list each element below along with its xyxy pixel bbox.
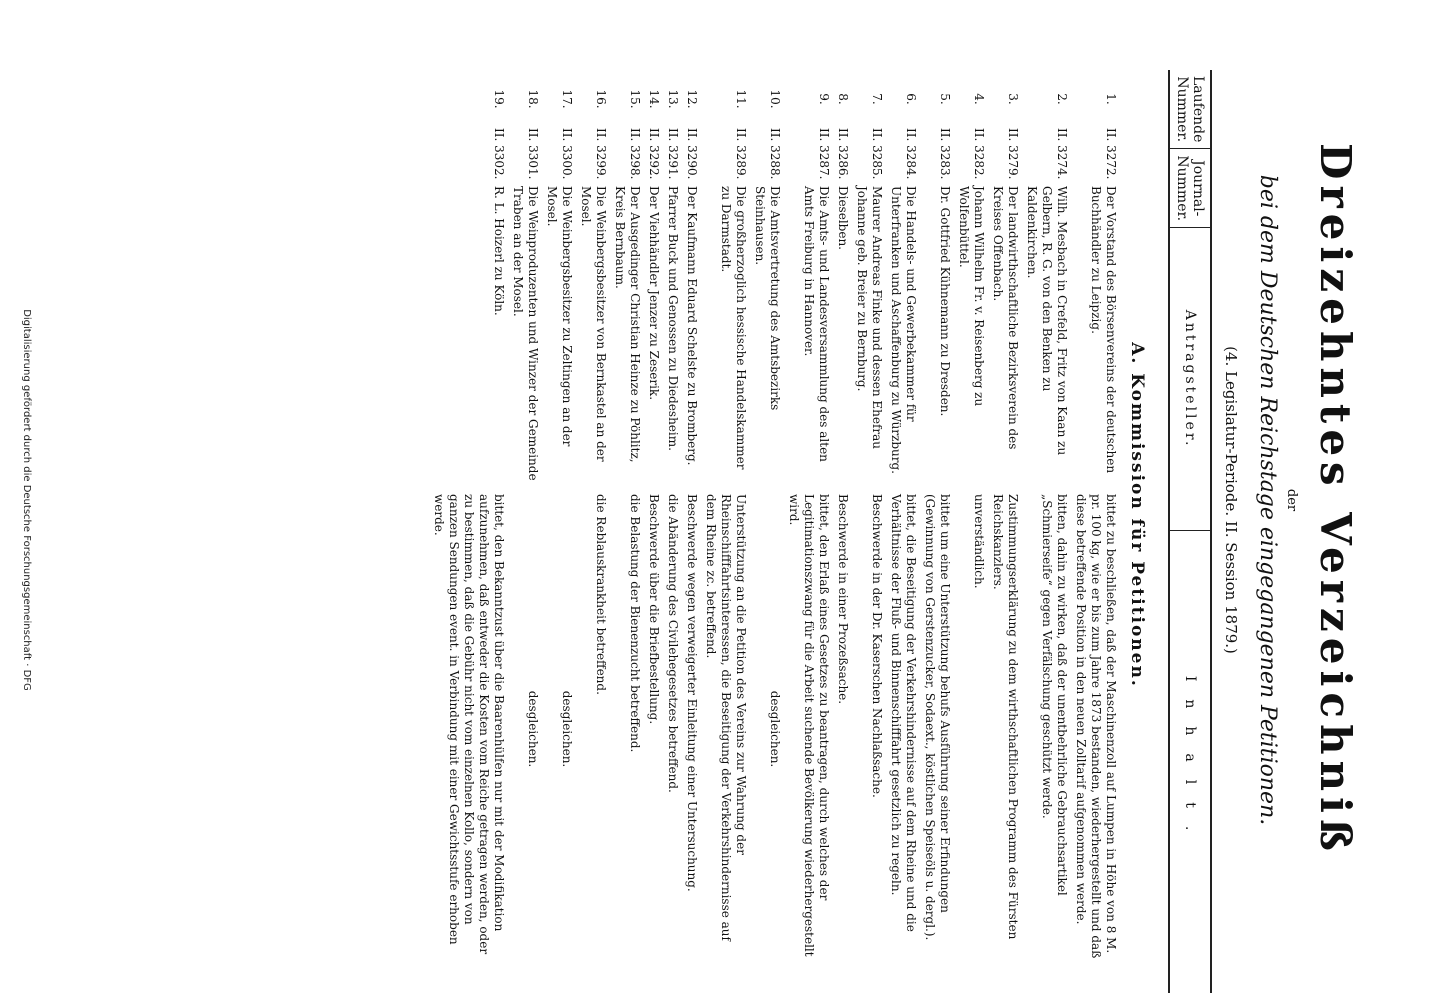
petition-row — [1022, 70, 1071, 970]
petition-row — [701, 70, 750, 970]
row-journal-nummer: II. 3299. — [594, 128, 608, 180]
row-inhalt: unverständlich. — [972, 494, 986, 589]
row-inhalt: Zustimmungserklärung zu dem wirthschaftlichen Programm des Fürsten Reichskanzlers. — [991, 494, 1020, 940]
petition-row — [750, 70, 784, 970]
row-laufende-nummer: 18. — [526, 89, 540, 109]
row-laufende-nummer: 2. — [1055, 93, 1069, 105]
petition-row — [644, 70, 663, 970]
row-laufende-nummer: 3. — [1006, 93, 1020, 105]
title-connector: der — [1284, 488, 1299, 512]
row-journal-nummer: II. 3291. — [666, 128, 680, 180]
row-antragsteller: Der Kaufmann Eduard Schelste zu Bromberg. — [685, 186, 699, 466]
row-inhalt: desgleichen. — [768, 690, 782, 768]
row-journal-nummer: II. 3286. — [836, 128, 850, 180]
row-inhalt: bittet, die Beseitigung der Verkehrshindernisse auf dem Rheine und die Verhältnisse der Fluß- und Binnenschifffahrt gesetzlich zu regeln. — [889, 494, 918, 932]
row-antragsteller: Die Amts- und Landesversammlung des alten Amts Freiburg in Hannover. — [802, 186, 831, 462]
row-journal-nummer: II. 3289. — [734, 128, 748, 180]
row-inhalt: bittet zu beschließen, daß der Maschinenzoll auf Lumpen in Höhe von 8 M. pr. 100 kg, wie er bis zum Jahre 1873 bestanden, wiederhergestellt und daß diese betreffende Position in den neuen Zolltarif aufgenommen werde. — [1074, 494, 1118, 959]
petition-row — [663, 70, 682, 970]
row-antragsteller: Die großherzoglich hessische Handelskammer zu Darmstadt. — [719, 186, 748, 470]
header-laufende-nummer: Laufende Nummer. — [1169, 70, 1211, 149]
row-journal-nummer: II. 3300. — [560, 128, 574, 180]
row-laufende-nummer: 16. — [594, 89, 608, 109]
row-journal-nummer: II. 3298. — [628, 128, 642, 180]
row-antragsteller: Johann Wilhelm Fr. v. Reisenberg zu Wolfenbüttel. — [957, 186, 986, 407]
row-laufende-nummer: 8. — [836, 93, 850, 105]
row-journal-nummer: II. 3290. — [685, 128, 699, 180]
row-antragsteller: Wilh. Mesbach in Crefeld, Fritz von Kaan zu Gelbern, R. G. von den Benken zu Kaldenkirchen. — [1025, 186, 1069, 456]
row-inhalt: bittet, den Bekanntzust über die Baarenhülfen nur mit der Modifikation aufzunehmen, daß entweder die Kosten vom Reiche getragen werden, oder zu bestimmen, daß die Gebühr nicht vom einzelnen Kollo, sondern von ganzen Sendungen event. in Verbindung mit einer Gewichtsstufe erhoben werde. — [432, 494, 506, 955]
row-laufende-nummer: 1. — [1104, 93, 1118, 105]
petition-row — [682, 70, 701, 970]
row-antragsteller: Dieselben. — [836, 186, 850, 250]
petition-row — [920, 70, 954, 970]
row-journal-nummer: II. 3272. — [1104, 128, 1118, 180]
row-antragsteller: Der Vorstand des Börsenvereins der deutschen Buchhändler zu Leipzig. — [1089, 186, 1118, 474]
row-inhalt: bittet, den Erlaß eines Gesetzes zu beantragen, durch welches der Legitimationszwang für die Arbeit suchende Bevölkerung wiederhergestellt wird. — [787, 494, 831, 957]
row-laufende-nummer: 12. — [685, 89, 699, 109]
petition-row — [954, 70, 988, 970]
row-laufende-nummer: 11. — [734, 89, 748, 109]
document-title: Dreizehntes Verzeichniß — [1311, 143, 1360, 857]
row-laufende-nummer: 7. — [870, 93, 884, 105]
petition-row — [576, 70, 610, 970]
petition-row — [1071, 70, 1120, 970]
row-antragsteller: Pfarrer Buck und Genossen zu Diedesheim. — [666, 186, 680, 451]
header-journal-nummer: Journal-Nummer. — [1169, 149, 1211, 228]
petition-row — [833, 70, 852, 970]
row-laufende-nummer: 13. — [666, 89, 680, 109]
legislative-period: (4. Legislatur-Periode. II. Session 1879.) — [1222, 346, 1240, 654]
row-laufende-nummer: 14. — [647, 89, 661, 109]
row-antragsteller: Die Handels- und Gewerbekammer für Unterfranken und Aschaffenburg zu Würzburg. — [889, 186, 918, 474]
row-inhalt: Beschwerde in der Dr. Kaserschen Nachlaßsache. — [870, 494, 884, 798]
row-journal-nummer: II. 3287. — [817, 128, 831, 180]
digitization-credit: Digitalisierung gefördert durch die Deutsche Forschungsgemeinschaft · DFG — [21, 309, 32, 691]
row-journal-nummer: II. 3288. — [768, 128, 782, 180]
row-laufende-nummer: 4. — [972, 93, 986, 105]
row-inhalt: bitten, dahin zu wirken, daß der unentbehrliche Gebrauchsartikel „Schmierseife“ gegen Verfälschung geschützt werde. — [1040, 494, 1069, 896]
row-journal-nummer: II. 3283. — [938, 128, 952, 180]
column-headers — [1168, 70, 1212, 993]
row-antragsteller: Der landwirthschaftliche Bezirksverein des Kreises Offenbach. — [991, 186, 1020, 450]
petition-row — [988, 70, 1022, 970]
petition-row — [852, 70, 886, 970]
row-inhalt: die Reblauskrankheit betreffend. — [594, 494, 608, 695]
row-laufende-nummer: 6. — [904, 93, 918, 105]
row-antragsteller: Maurer Andreas Finke und dessen Ehefrau Johanne geb. Breier zu Bernburg. — [855, 186, 884, 450]
petition-row — [429, 70, 508, 970]
petition-row — [886, 70, 920, 970]
row-laufende-nummer: 19. — [492, 89, 506, 109]
row-inhalt: Beschwerde in einer Prozeßsache. — [836, 494, 850, 705]
row-laufende-nummer: 5. — [938, 93, 952, 105]
header-inhalt: Inhalt. — [1169, 531, 1211, 994]
row-laufende-nummer: 9. — [817, 93, 831, 105]
row-antragsteller: Die Amtsvertretung des Amtsbezirks Steinhausen. — [753, 186, 782, 411]
row-inhalt: bittet um eine Unterstützung behufs Ausführung seiner Erfindungen (Gewinnung von Gerstenzucker, Sodaext., köstlichen Speiseöls u. dergl.). — [923, 494, 952, 941]
row-journal-nummer: II. 3282. — [972, 128, 986, 180]
row-inhalt: Beschwerde über die Briefbestellung. — [647, 494, 661, 725]
petition-row — [542, 70, 576, 970]
row-journal-nummer: II. 3285. — [870, 128, 884, 180]
row-journal-nummer: II. 3301. — [526, 128, 540, 180]
row-inhalt: Beschwerde wegen verweigerter Einleitung einer Untersuchung. — [685, 494, 699, 892]
row-journal-nummer: II. 3279. — [1006, 128, 1020, 180]
row-laufende-nummer: 10. — [768, 89, 782, 109]
petition-row — [610, 70, 644, 970]
row-inhalt: die Abänderung des Civilehegesetzes betreffend. — [666, 494, 680, 793]
row-laufende-nummer: 17. — [560, 89, 574, 109]
row-antragsteller: Die Weinbergsbesitzer von Bernkastel an der Mosel. — [579, 186, 608, 462]
row-antragsteller: Der Viehhändler Jenzer zu Zeserik. — [647, 186, 661, 401]
section-heading: A. Kommission für Petitionen. — [1127, 342, 1147, 688]
row-antragsteller: R. L. Hoizerl zu Köln. — [492, 186, 506, 316]
row-journal-nummer: II. 3302. — [492, 128, 506, 180]
document-subtitle: bei dem Deutschen Reichstage eingegangenen Petitionen. — [1255, 174, 1280, 826]
row-journal-nummer: II. 3274. — [1055, 128, 1069, 180]
petition-list — [429, 70, 1120, 970]
row-inhalt: die Belastung der Bienenzucht betreffend. — [628, 494, 642, 753]
petition-row — [508, 70, 542, 970]
row-inhalt: desgleichen. — [560, 690, 574, 768]
header-antragsteller: Antragsteller. — [1169, 228, 1211, 531]
row-laufende-nummer: 15. — [628, 89, 642, 109]
row-antragsteller: Die Weinproduzenten und Winzer der Gemeinde Traben an der Mosel. — [511, 186, 540, 481]
row-inhalt: desgleichen. — [526, 690, 540, 768]
row-antragsteller: Der Ausgedinger Christian Heinze zu Pöhlitz, Kreis Bernbaum. — [613, 186, 642, 463]
row-antragsteller: Die Weinbergsbesitzer zu Zeltingen an der Mosel. — [545, 186, 574, 447]
petition-row — [784, 70, 833, 970]
row-journal-nummer: II. 3284. — [904, 128, 918, 180]
row-inhalt: Unterstützung an die Petition des Vereins zur Wahrung der Rheinschifffahrtsinteressen, die Beseitigung der Verkehrshindernisse auf dem Rheine zc. betreffend. — [704, 494, 748, 941]
row-antragsteller: Dr. Gottfried Kühnemann zu Dresden. — [938, 186, 952, 417]
row-journal-nummer: II. 3292. — [647, 128, 661, 180]
